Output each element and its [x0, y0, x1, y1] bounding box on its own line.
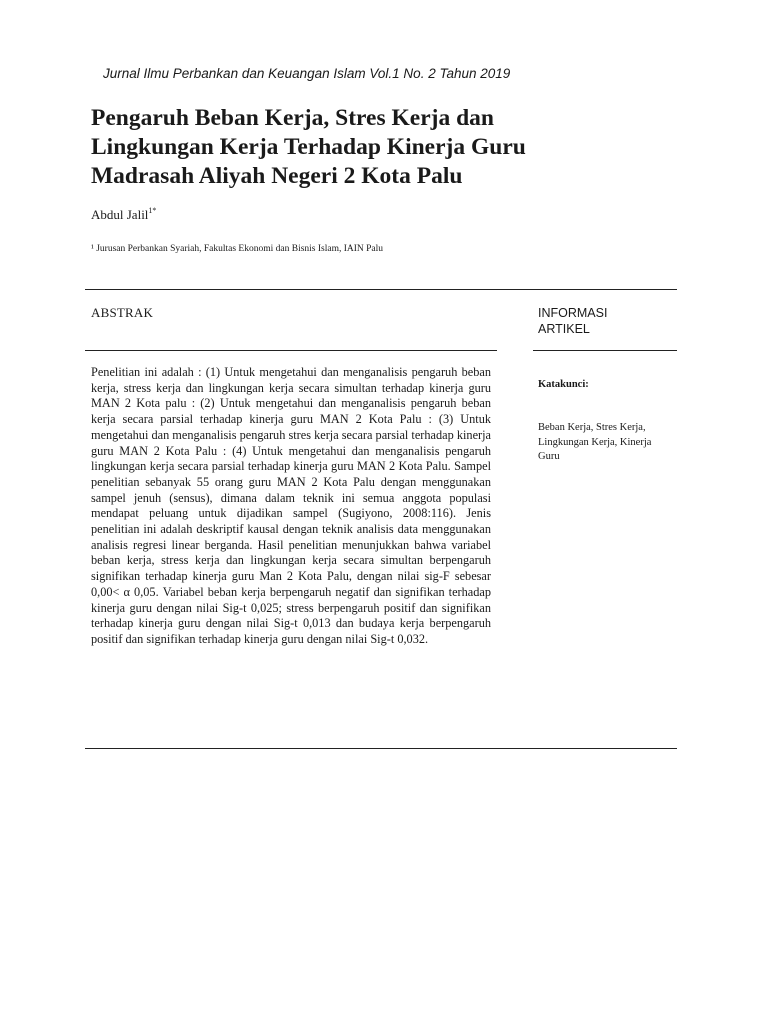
- keywords-label: Katakunci:: [538, 379, 589, 390]
- title-line: Pengaruh Beban Kerja, Stres Kerja dan: [91, 105, 494, 131]
- abstract-divider: [85, 350, 497, 351]
- author-name-text: Abdul Jalil: [91, 207, 149, 222]
- title-line: Madrasah Aliyah Negeri 2 Kota Palu: [91, 163, 463, 189]
- journal-header: Jurnal Ilmu Perbankan dan Keuangan Islam Vol.1 No. 2 Tahun 2019: [103, 66, 511, 81]
- article-title: [91, 104, 691, 191]
- abstract-heading: ABSTRAK: [91, 305, 154, 320]
- author-affiliation: ¹ Jurusan Perbankan Syariah, Fakultas Ekonomi dan Bisnis Islam, IAIN Palu: [91, 244, 384, 254]
- title-line: Lingkungan Kerja Terhadap Kinerja Guru: [91, 134, 526, 160]
- author-name: [91, 206, 156, 223]
- author-superscript: 1*: [148, 206, 157, 215]
- keywords-list: Beban Kerja, Stres Kerja, Lingkungan Kerja, Kinerja Guru: [538, 422, 652, 462]
- abstract-text: Penelitian ini adalah : (1) Untuk mengetahui dan menganalisis pengaruh beban kerja, stress kerja dan lingkungan kerja secara simultan terhadap kinerja guru MAN 2 Kota palu : (2) Untuk mengetahui dan menganalisis pengaruh beban kerja secara parsial terhadap kinerja guru MAN 2 Kota Palu : (3) Untuk mengetahui dan menganalisis pengaruh stres kerja secara parsial terhadap kinerja guru MAN 2 Kota Palu : (4) Untuk mengetahui dan menganalisis pengaruh lingkungan kerja secara parsial terhadap kinerja guru MAN 2 Kota Palu. Sampel penelitian sebanyak 55 orang guru MAN 2 Kota Palu dengan menggunakan sampel jenuh (sensus), dimana dalam teknik ini semua anggota populasi mendapat peluang untuk dijadikan sampel (Sugiyono, 2008:116). Jenis penelitian ini adalah deskriptif kausal dengan teknik analisis data menggunakan analisis regresi linear berganda. Hasil penelitian menunjukkan bahwa variabel beban kerja, stress kerja dan lingkungan kerja secara simultan berpengaruh signifikan terhadap kinerja guru Man 2 Kota Palu, dengan nilai sig-F sebesar 0,00< α 0,05. Variabel beban kerja berpengaruh negatif dan signifikan terhadap kinerja guru dengan nilai Sig-t 0,025; stress berpengaruh positif dan signifikan terhadap kinerja guru dengan nilai Sig-t 0,013 dan budaya kerja berpengaruh positif dan signifikan terhadap kinerja guru dengan nilai Sig-t 0,032.: [91, 365, 491, 646]
- bottom-divider: [85, 748, 677, 749]
- article-info-heading: INFORMASI ARTIKEL: [538, 306, 608, 336]
- info-divider: [533, 350, 677, 351]
- top-divider: [85, 289, 677, 290]
